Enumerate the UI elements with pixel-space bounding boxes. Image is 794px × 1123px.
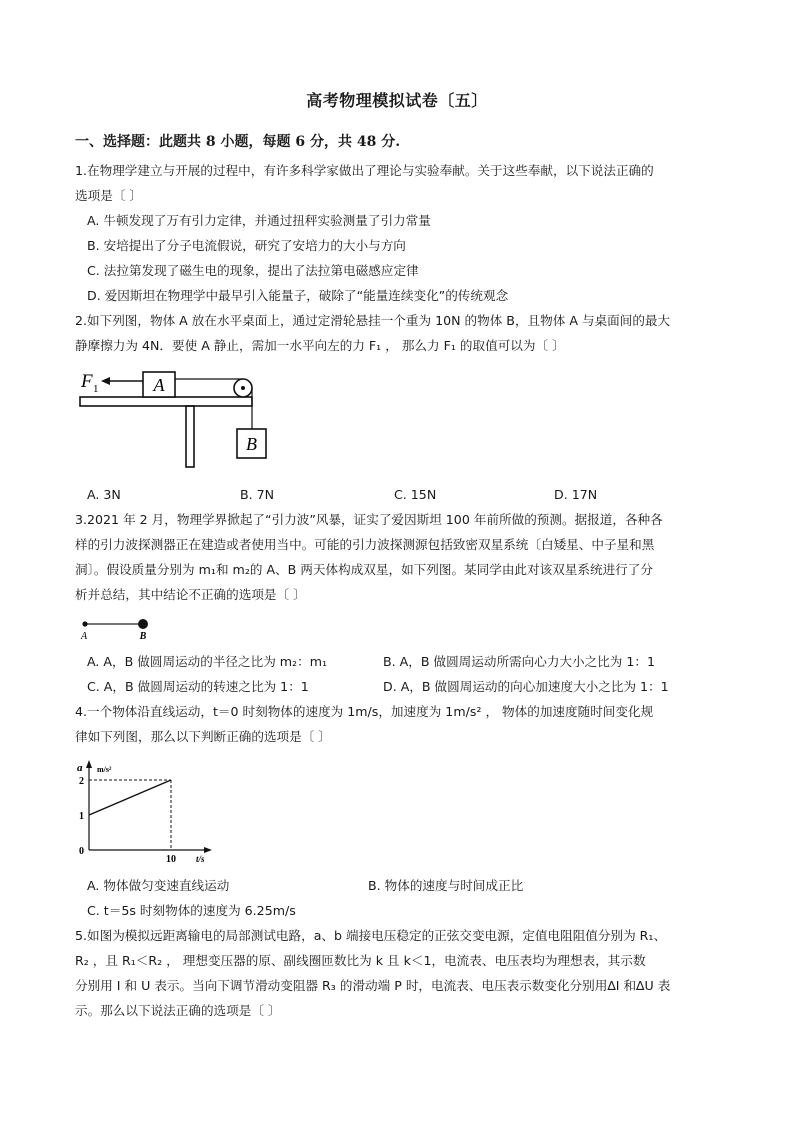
- q4-option-a: A. 物体做匀变速直线运动: [87, 878, 230, 893]
- q5-stem-line3: 分别用 I 和 U 表示。当向下调节滑动变阻器 R₃ 的滑动端 P 时，电流表、电压表示数变化分别用∆I 和∆U 表: [75, 978, 671, 993]
- star-a: [82, 621, 87, 626]
- acceleration-line: [89, 780, 171, 815]
- q1-option-c: C. 法拉第发现了磁生电的现象，提出了法拉第电磁感应定律: [87, 263, 419, 278]
- q4-stem-line1: 4.一个物体沿直线运动，t＝0 时刻物体的速度为 1m/s，加速度为 1m/s² ， 物体的加速度随时间变化规: [75, 704, 654, 719]
- q5-stem-line4: 示。那么以下说法正确的选项是〔 〕: [75, 1003, 281, 1018]
- block-b-label: B: [246, 434, 257, 454]
- star-b: [138, 619, 148, 629]
- pulley-axle: [241, 386, 245, 390]
- q1-option-a: A. 牛顿发现了万有引力定律，并通过扭秤实验测量了引力常量: [87, 213, 431, 228]
- q4-option-c: C. t＝5s 时刻物体的速度为 6.25m/s: [87, 903, 296, 918]
- q2-option-d: D. 17N: [554, 487, 598, 502]
- q5-stem-line1: 5.如图为模拟远距离输电的局部测试电路，a、b 端接电压稳定的正弦交变电源，定值电阻阻值分别为 R₁、: [75, 928, 667, 943]
- q3-option-c: C. A，B 做圆周运动的转速之比为 1：1: [87, 679, 309, 694]
- force-subscript: 1: [93, 383, 99, 395]
- q1-stem-line1: 1.在物理学建立与开展的过程中，有许多科学家做出了理论与实验奉献。关于这些奉献，以下说法正确的: [75, 163, 654, 178]
- q4-stem-line2: 律如下列图，那么以下判断正确的选项是〔 〕: [75, 729, 331, 744]
- q2-stem-line1: 2.如下列图，物体 A 放在水平桌面上，通过定滑轮悬挂一个重为 10N 的物体 B，且物体 A 与桌面间的最大: [75, 313, 671, 328]
- force-label: F: [81, 371, 93, 392]
- table-leg: [186, 406, 194, 467]
- x-tick-label: 10: [166, 854, 176, 865]
- block-a-label: A: [153, 375, 165, 395]
- q1-option-d: D. 爱因斯坦在物理学中最早引入能量子，破除了“能量连续变化”的传统观念: [87, 288, 509, 303]
- q3-stem-line4: 析并总结，其中结论不正确的选项是〔 〕: [75, 587, 306, 602]
- force-arrow-head: [101, 377, 110, 385]
- q2-option-c: C. 15N: [394, 487, 437, 502]
- x-axis-arrow: [204, 847, 212, 853]
- q2-stem-line2: 静摩擦力为 4N．要使 A 静止，需加一水平向左的力 F₁ ， 那么力 F₁ 的取值可以为〔 〕: [75, 338, 565, 353]
- q4-acceleration-chart: [75, 757, 225, 867]
- q4-plot-area: [79, 776, 176, 865]
- q2-option-b: B. 7N: [240, 487, 275, 502]
- q3-stem-line1: 3.2021 年 2 月，物理学界掀起了“引力波”风暴，证实了爱因斯坦 100 年前所做的预测。据报道，各种各: [75, 512, 663, 527]
- q1-stem-line2: 选项是〔 〕: [75, 188, 142, 203]
- q3-option-b: B. A，B 做圆周运动所需向心力大小之比为 1：1: [383, 654, 656, 669]
- x-axis-label: t/s: [196, 854, 205, 864]
- q3-binary-star-figure: [75, 616, 165, 642]
- y-tick-label: 1: [79, 811, 84, 822]
- y-axis-unit: m/s²: [97, 765, 112, 774]
- y-axis-label: a: [77, 762, 83, 774]
- q2-option-a: A. 3N: [87, 487, 121, 502]
- y-tick-label: 2: [79, 776, 84, 787]
- q2-pulley-figure: [75, 365, 275, 475]
- section-heading: 一、选择题：此题共 8 小题，每题 6 分，共 48 分.: [75, 134, 401, 150]
- y-axis-arrow: [86, 760, 92, 768]
- star-b-label: B: [139, 631, 147, 642]
- q5-stem-line2: R₂ ，且 R₁＜R₂ ， 理想变压器的原、副线圈匝数比为 k 且 k＜1，电流表、电压表均为理想表，其示数: [75, 953, 646, 968]
- table-top: [80, 397, 252, 406]
- star-a-label: A: [80, 631, 88, 642]
- y-tick-label: 0: [79, 846, 84, 857]
- q3-option-d: D. A，B 做圆周运动的向心加速度大小之比为 1：1: [383, 679, 669, 694]
- q1-option-b: B. 安培提出了分子电流假说，研究了安培力的大小与方向: [87, 238, 406, 253]
- page-title: 高考物理模拟试卷〔五〕: [306, 91, 488, 110]
- q4-option-b: B. 物体的速度与时间成正比: [368, 878, 524, 893]
- q3-stem-line3: 洞〕。假设质量分别为 m₁和 m₂的 A、B 两天体构成双星，如下列图。某同学由此对该双星系统进行了分: [75, 562, 653, 577]
- q3-option-a: A. A，B 做圆周运动的半径之比为 m₂：m₁: [87, 654, 328, 669]
- q3-stem-line2: 样的引力波探测器正在建造或者使用当中。可能的引力波探测源包括致密双星系统〔白矮星、中子星和黑: [75, 537, 655, 552]
